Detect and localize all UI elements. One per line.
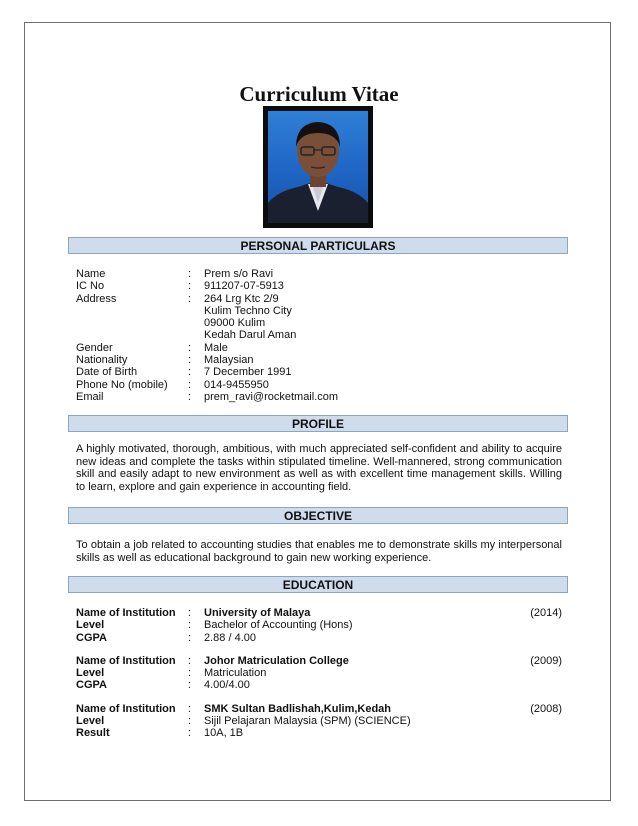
education-row bbox=[76, 727, 562, 739]
personal-row bbox=[76, 366, 338, 378]
education-value: 4.00/4.00 bbox=[204, 679, 250, 692]
cv-title: Curriculum Vitae bbox=[239, 82, 399, 106]
personal-value: 014-9455950 bbox=[204, 378, 269, 391]
education-year: (2008) bbox=[530, 702, 562, 715]
education-value: Bachelor of Accounting (Hons) bbox=[204, 619, 353, 632]
education-label: Level bbox=[76, 715, 105, 728]
separator-colon bbox=[188, 329, 204, 341]
personal-label: Phone No (mobile) bbox=[76, 378, 168, 391]
personal-label: Nationality bbox=[76, 354, 128, 367]
separator-colon: : bbox=[188, 280, 192, 293]
personal-value: Kedah Darul Aman bbox=[204, 329, 297, 342]
section-header-objective: OBJECTIVE bbox=[68, 507, 568, 524]
personal-label: IC No bbox=[76, 280, 105, 293]
separator-colon: : bbox=[188, 268, 192, 280]
education-row bbox=[76, 715, 562, 727]
separator-colon: : bbox=[188, 390, 192, 403]
separator-colon: : bbox=[188, 715, 192, 728]
education-label: CGPA bbox=[76, 631, 107, 644]
education-value: 10A, 1B bbox=[204, 727, 244, 740]
personal-row bbox=[76, 280, 338, 292]
separator-colon: : bbox=[188, 679, 192, 692]
education-label: Result bbox=[76, 727, 110, 740]
personal-label: Gender bbox=[76, 341, 113, 354]
separator-colon bbox=[188, 305, 204, 317]
personal-row bbox=[76, 342, 338, 354]
personal-row bbox=[76, 391, 338, 403]
separator-colon: : bbox=[188, 727, 192, 740]
personal-value: Prem s/o Ravi bbox=[204, 268, 274, 280]
personal-value: Malaysian bbox=[204, 354, 254, 367]
personal-row bbox=[76, 317, 338, 329]
personal-label bbox=[76, 305, 188, 317]
personal-label: Address bbox=[76, 292, 117, 305]
education-entry bbox=[76, 607, 562, 644]
separator-colon bbox=[188, 317, 204, 329]
education-entry bbox=[76, 655, 562, 692]
education-year: (2009) bbox=[530, 654, 562, 667]
separator-colon: : bbox=[188, 292, 192, 305]
personal-value: 911207-07-5913 bbox=[204, 280, 284, 293]
education-year: (2014) bbox=[530, 607, 562, 619]
personal-value: Male bbox=[204, 341, 228, 354]
personal-row bbox=[76, 305, 338, 317]
personal-particulars-list bbox=[76, 268, 338, 403]
education-list bbox=[76, 607, 562, 740]
objective-text: To obtain a job related to accounting studies that enables me to demonstrate skills my interpersonal skills as well as educational background to gain new working experience. bbox=[76, 539, 562, 564]
personal-value: 09000 Kulim bbox=[204, 317, 266, 330]
personal-label: Name bbox=[76, 268, 106, 280]
education-row bbox=[76, 667, 562, 679]
personal-label bbox=[76, 329, 188, 341]
education-row bbox=[76, 607, 562, 619]
education-label: Level bbox=[76, 667, 105, 680]
personal-label bbox=[76, 317, 188, 329]
personal-row bbox=[76, 354, 338, 366]
personal-label: Email bbox=[76, 390, 104, 403]
separator-colon: : bbox=[188, 702, 192, 715]
education-value: 2.88 / 4.00 bbox=[204, 631, 256, 644]
personal-row bbox=[76, 379, 338, 391]
separator-colon: : bbox=[188, 631, 192, 644]
section-header-education: EDUCATION bbox=[68, 576, 568, 593]
personal-value: prem_ravi@rocketmail.com bbox=[204, 390, 339, 403]
section-header-profile: PROFILE bbox=[68, 415, 568, 432]
education-label: Name of Institution bbox=[76, 607, 176, 619]
personal-row bbox=[76, 293, 338, 305]
institution-name: University of Malaya bbox=[204, 607, 311, 619]
separator-colon: : bbox=[188, 619, 192, 632]
education-row bbox=[76, 632, 562, 644]
separator-colon: : bbox=[188, 341, 192, 354]
education-label: Level bbox=[76, 619, 105, 632]
separator-colon: : bbox=[188, 366, 192, 379]
profile-text: A highly motivated, thorough, ambitious, with much appreciated self-confident and ability to acquire new ideas and complete the tasks within stipulated timeline. Well-mannered, strong communication skill and easily adapt to new environment as well as with excellent time management skills. Willing to learn, explore and gain experience in accounting field. bbox=[76, 443, 562, 494]
education-value: Sijil Pelajaran Malaysia (SPM) (SCIENCE) bbox=[204, 715, 411, 728]
education-row bbox=[76, 619, 562, 631]
separator-colon: : bbox=[188, 607, 192, 619]
education-entry bbox=[76, 703, 562, 740]
education-label: Name of Institution bbox=[76, 702, 176, 715]
education-label: CGPA bbox=[76, 679, 107, 692]
separator-colon: : bbox=[188, 354, 192, 367]
education-row bbox=[76, 655, 562, 667]
separator-colon: : bbox=[188, 654, 192, 667]
personal-label: Date of Birth bbox=[76, 366, 138, 379]
section-header-personal: PERSONAL PARTICULARS bbox=[68, 237, 568, 254]
personal-value: 7 December 1991 bbox=[204, 366, 292, 379]
personal-value: 264 Lrg Ktc 2/9 bbox=[204, 292, 279, 305]
education-value: Matriculation bbox=[204, 667, 267, 680]
institution-name: Johor Matriculation College bbox=[204, 654, 349, 667]
personal-row bbox=[76, 329, 338, 341]
education-row bbox=[76, 679, 562, 691]
portrait-image bbox=[268, 111, 368, 223]
personal-row bbox=[76, 268, 338, 280]
education-row bbox=[76, 703, 562, 715]
separator-colon: : bbox=[188, 667, 192, 680]
personal-value: Kulim Techno City bbox=[204, 304, 292, 317]
education-label: Name of Institution bbox=[76, 654, 176, 667]
profile-photo bbox=[263, 106, 373, 228]
separator-colon: : bbox=[188, 378, 192, 391]
institution-name: SMK Sultan Badlishah,Kulim,Kedah bbox=[204, 702, 392, 715]
